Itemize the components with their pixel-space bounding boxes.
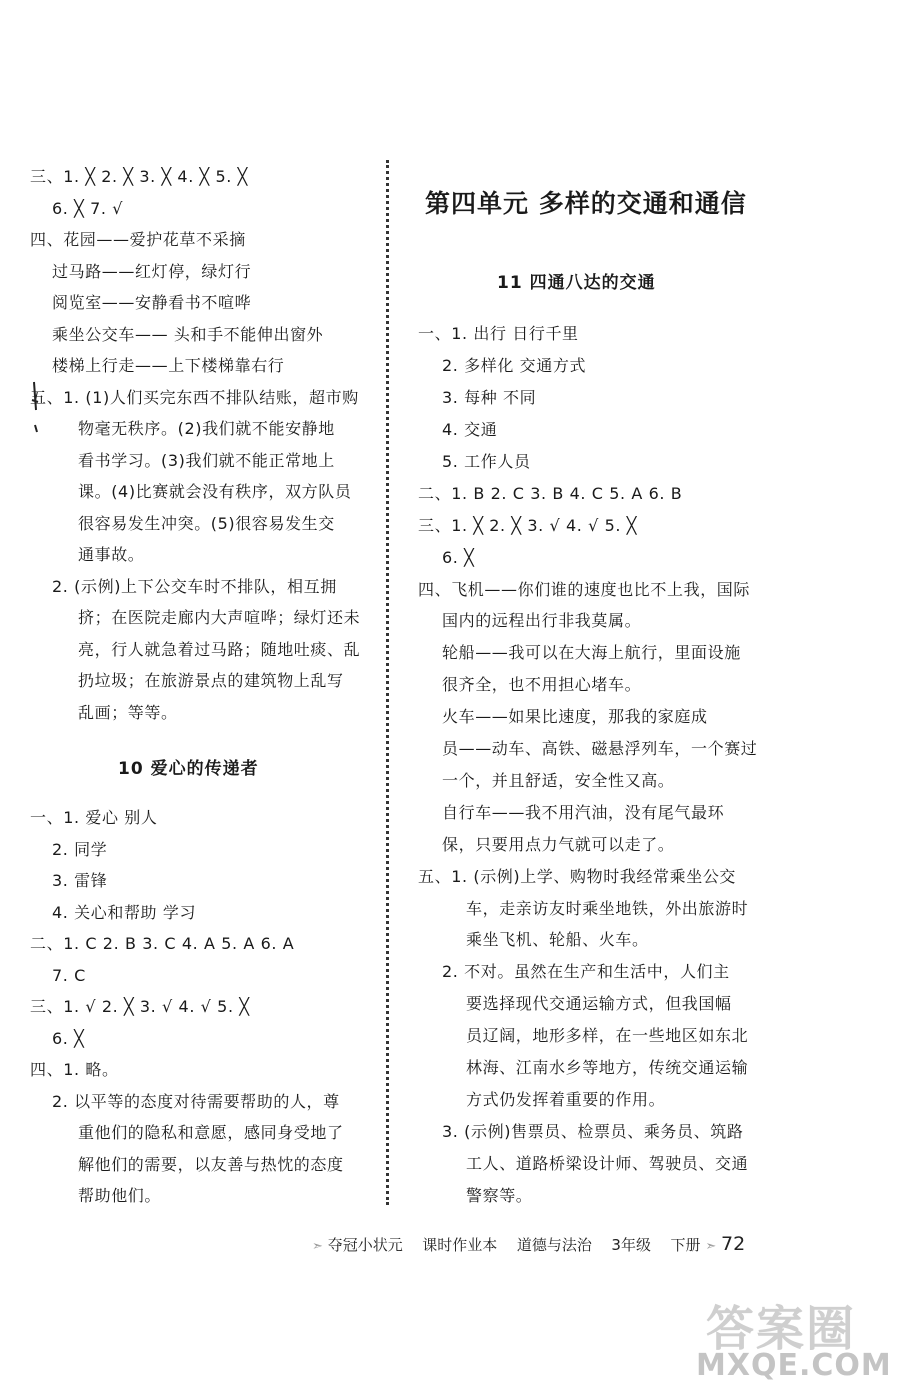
answer-line: 警察等。 <box>466 1186 533 1205</box>
answer-line: 四、飞机——你们谁的速度也比不上我，国际 <box>418 580 751 599</box>
answer-line: 课。(4)比赛就会没有秩序，双方队员 <box>78 482 352 501</box>
answer-line: 2. (示例)上下公交车时不排队，相互拥 <box>52 577 337 596</box>
answer-line: 2. 以平等的态度对待需要帮助的人，尊 <box>52 1092 340 1111</box>
answer-line: 林海、江南水乡等地方，传统交通运输 <box>466 1058 749 1077</box>
answer-line: 3. 每种 不同 <box>442 388 537 407</box>
answer-line: 轮船——我可以在大海上航行，里面设施 <box>442 643 741 662</box>
page-number: 72 <box>721 1233 746 1255</box>
footer-book: 课时作业本 <box>422 1236 498 1254</box>
answer-line: 5. 工作人员 <box>442 452 531 471</box>
answer-line: 五、1. (示例)上学、购物时我经常乘坐公交 <box>418 867 737 886</box>
arrow-right-icon: ➣ <box>312 1239 323 1254</box>
answer-line: 一、1. 出行 日行千里 <box>418 324 579 343</box>
answer-line: 解他们的需要，以友善与热忱的态度 <box>78 1155 344 1174</box>
answer-line: 4. 交通 <box>442 420 498 439</box>
footer-brand: 夺冠小状元 <box>327 1236 403 1254</box>
footer-grade: 3年级 <box>611 1236 651 1254</box>
answer-line: 二、1. C 2. B 3. C 4. A 5. A 6. A <box>30 934 295 953</box>
answer-line: 一、1. 爱心 别人 <box>30 808 158 827</box>
answer-line: 2. 多样化 交通方式 <box>442 356 587 375</box>
answer-line: 工人、道路桥梁设计师、驾驶员、交通 <box>466 1154 749 1173</box>
answer-line: 五、1. (1)人们买完东西不排队结账，超市购 <box>30 388 359 407</box>
answer-line: 挤；在医院走廊内大声喧哗；绿灯还未 <box>78 608 361 627</box>
answer-line: 6. ╳ <box>52 1029 85 1048</box>
answer-line: 7. C <box>52 966 86 985</box>
answer-line: 乱画；等等。 <box>78 703 178 722</box>
answer-line: 3. 雷锋 <box>52 871 108 890</box>
answer-line: 6. ╳ 7. √ <box>52 199 124 218</box>
lesson-title: 11 四通八达的交通 <box>497 273 656 293</box>
lesson-title: 10 爱心的传递者 <box>118 759 259 779</box>
pen-mark-icon <box>30 380 40 440</box>
answer-line: 3. (示例)售票员、检票员、乘务员、筑路 <box>442 1122 744 1141</box>
answer-line: 看书学习。(3)我们就不能正常地上 <box>78 451 335 470</box>
answer-line: 四、花园——爱护花草不采摘 <box>30 230 246 249</box>
footer-volume: 下册 <box>670 1236 701 1254</box>
answer-line: 2. 不对。虽然在生产和生活中，人们主 <box>442 962 730 981</box>
arrow-right-icon: ➣ <box>705 1239 717 1254</box>
page-footer <box>312 1233 745 1255</box>
watermark <box>696 1290 896 1385</box>
answer-line: 亮，行人就急着过马路；随地吐痰、乱 <box>78 640 361 659</box>
answer-line: 乘坐飞机、轮船、火车。 <box>466 930 649 949</box>
answer-line: 员辽阔，地形多样，在一些地区如东北 <box>466 1026 749 1045</box>
answer-line: 火车——如果比速度，那我的家庭成 <box>442 707 708 726</box>
answer-line: 员——动车、高铁、磁悬浮列车，一个赛过 <box>442 739 758 758</box>
answer-line: 乘坐公交车—— 头和手不能伸出窗外 <box>52 325 324 344</box>
answer-line: 二、1. B 2. C 3. B 4. C 5. A 6. B <box>418 484 683 503</box>
answer-line: 保，只要用点力气就可以走了。 <box>442 835 675 854</box>
answer-line: 自行车——我不用汽油，没有尾气最环 <box>442 803 725 822</box>
answer-line: 4. 关心和帮助 学习 <box>52 903 197 922</box>
answer-line: 要选择现代交通运输方式，但我国幅 <box>466 994 732 1013</box>
answer-line: 楼梯上行走——上下楼梯靠右行 <box>52 356 285 375</box>
answer-line: 帮助他们。 <box>78 1186 162 1205</box>
answer-line: 四、1. 略。 <box>30 1060 119 1079</box>
answer-line: 物毫无秩序。(2)我们就不能安静地 <box>78 419 335 438</box>
answer-line: 车，走亲访友时乘坐地铁，外出旅游时 <box>466 899 749 918</box>
answer-line: 三、1. ╳ 2. ╳ 3. ╳ 4. ╳ 5. ╳ <box>30 167 248 186</box>
answer-line: 2. 同学 <box>52 840 108 859</box>
answer-line: 扔垃圾；在旅游景点的建筑物上乱写 <box>78 671 344 690</box>
answer-line: 6. ╳ <box>442 548 475 567</box>
answer-line: 国内的远程出行非我莫属。 <box>442 611 642 630</box>
column-divider <box>386 160 389 1205</box>
watermark-url: MXQE.COM <box>696 1348 892 1383</box>
answer-line: 很容易发生冲突。(5)很容易发生交 <box>78 514 335 533</box>
answer-line: 阅览室——安静看书不喧哗 <box>52 293 252 312</box>
answer-line: 三、1. √ 2. ╳ 3. √ 4. √ 5. ╳ <box>30 997 250 1016</box>
answer-line: 方式仍发挥着重要的作用。 <box>466 1090 666 1109</box>
answer-line: 重他们的隐私和意愿，感同身受地了 <box>78 1123 344 1142</box>
answer-line: 通事故。 <box>78 545 145 564</box>
watermark-logo-text: 答案圈 <box>706 1301 857 1357</box>
answer-line: 很齐全，也不用担心堵车。 <box>442 675 642 694</box>
answer-line: 一个，并且舒适，安全性又高。 <box>442 771 675 790</box>
answer-line: 三、1. ╳ 2. ╳ 3. √ 4. √ 5. ╳ <box>418 516 637 535</box>
answer-line: 过马路——红灯停，绿灯行 <box>52 262 252 281</box>
unit-title: 第四单元 多样的交通和通信 <box>425 189 747 218</box>
footer-subject: 道德与法治 <box>516 1236 592 1254</box>
